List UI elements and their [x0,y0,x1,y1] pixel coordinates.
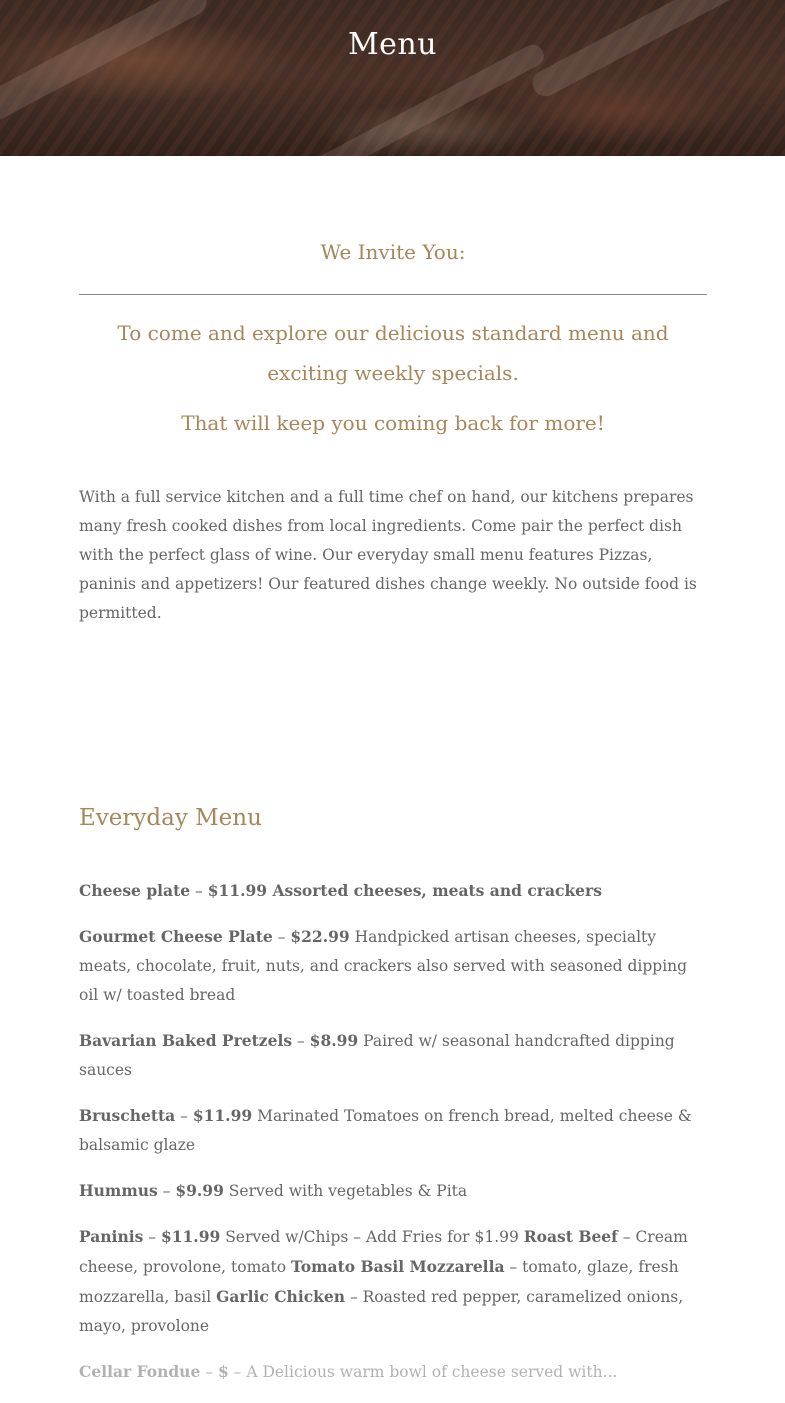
menu-item-price: $11.99 [207,881,268,900]
menu-item-sep: – [157,1182,176,1200]
invite-lead-secondary: That will keep you coming back for more! [181,411,605,435]
menu-list [79,876,707,1403]
menu-item-price: $9.99 [175,1181,224,1200]
menu-item-desc: – A Delicious warm bowl of cheese served with... [228,1363,618,1381]
menu-item-gourmet-cheese-plate [79,922,707,1010]
panini-option-desc: – Roasted red pepper, caramelized onions, mayo, provolone [79,1288,684,1335]
menu-item-sep: – [175,1107,193,1125]
panini-option-name: Tomato Basil Mozzarella [291,1257,505,1276]
menu-item-name: Bruschetta [79,1106,176,1125]
intro-paragraph: With a full service kitchen and a full time chef on hand, our kitchens prepares many fresh cooked dishes from local ingredients. Come pair the perfect dish with the perfect glass of wine. Our everyday small menu features Pizzas, paninis and appetizers! Our featured dishes change weekly. No outside food is permitted. [79,488,697,622]
menu-item-desc: Served with vegetables & Pita [223,1182,468,1200]
menu-item-name: Cheese plate [79,881,191,900]
menu-item-sep: – [272,928,291,946]
menu-item-sep: – [143,1228,161,1246]
menu-item-hummus [79,1176,707,1206]
menu-item-bruschetta [79,1101,707,1160]
menu-item-sep: – [200,1363,218,1381]
page-title: Menu [347,27,438,62]
menu-item-name: Cellar Fondue [79,1362,201,1381]
menu-item-desc: Handpicked artisan cheeses, specialty meats, chocolate, fruit, nuts, and crackers also served with seasoned dipping oil w/ toasted bread [79,928,688,1004]
menu-item-sep: – [292,1032,310,1050]
menu-item-desc: Assorted cheeses, meats and crackers [267,881,602,900]
everyday-menu-heading: Everyday Menu [79,805,262,831]
invite-lead: To come and explore our delicious standard menu and exciting weekly specials. [117,321,669,385]
menu-item-bavarian-pretzels [79,1026,707,1085]
menu-item-desc: Marinated Tomatoes on french bread, melted cheese & balsamic glaze [79,1107,692,1154]
hero-banner [0,0,785,156]
panini-option-desc: – Cream cheese, provolone, tomato [79,1228,688,1276]
menu-item-price: $8.99 [309,1031,359,1050]
menu-item-cheese-plate [79,876,707,906]
menu-item-name: Paninis [79,1227,144,1246]
menu-item-price: $ [217,1362,229,1381]
panini-option-name: Roast Beef [523,1227,618,1246]
menu-item-price: $22.99 [290,927,350,946]
panini-option-name: Garlic Chicken [216,1287,346,1306]
divider [79,294,707,295]
menu-item-price: $11.99 [192,1106,253,1125]
menu-item-name: Gourmet Cheese Plate [79,927,273,946]
panini-option-desc: – tomato, glaze, fresh mozzarella, basil [79,1258,679,1306]
menu-item-sep: – [190,882,208,900]
hero-image-streak [0,0,212,129]
menu-item-desc: Served w/Chips – Add Fries for $1.99 [220,1228,524,1246]
menu-item-desc: Paired w/ seasonal handcrafted dipping sauces [79,1032,675,1079]
menu-item-paninis [79,1222,707,1341]
invite-heading: We Invite You: [320,240,466,264]
menu-item-price: $11.99 [160,1227,221,1246]
menu-item-cellar-fondue [79,1357,707,1387]
menu-item-name: Bavarian Baked Pretzels [79,1031,293,1050]
menu-item-name: Hummus [79,1181,158,1200]
